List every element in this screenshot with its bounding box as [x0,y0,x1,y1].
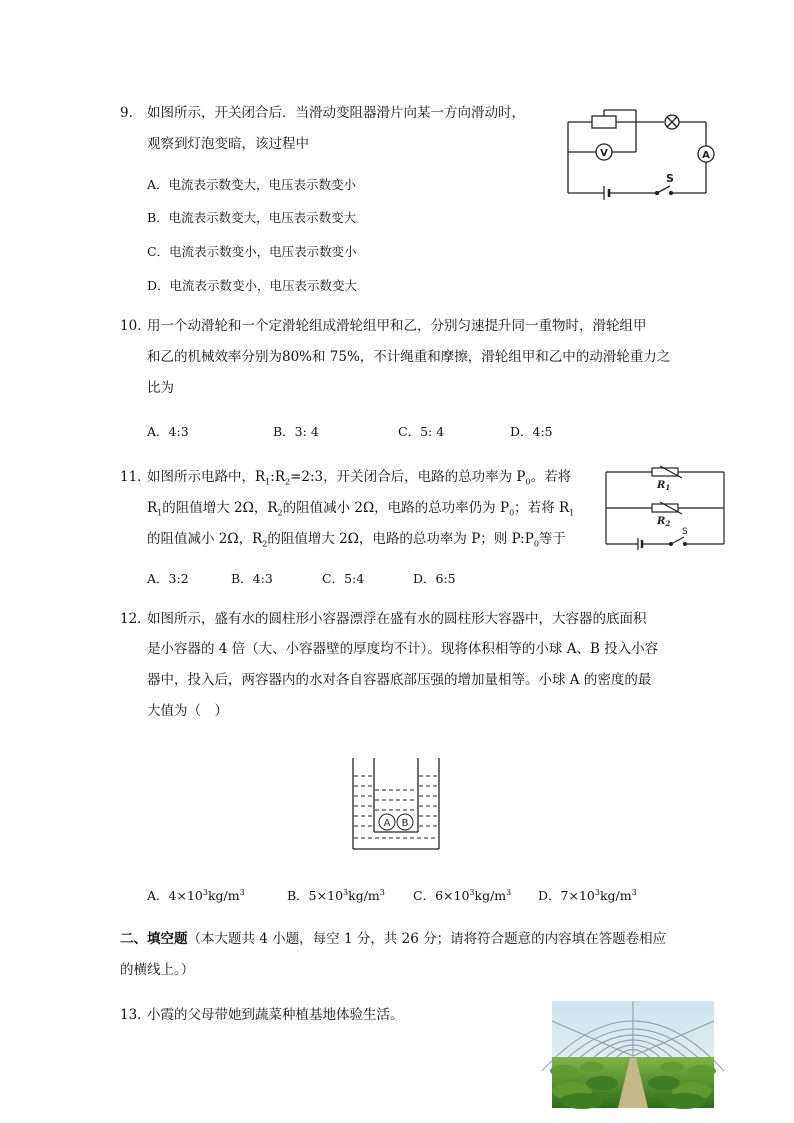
q12-option-a: A．$4\times 10^3kg/m^3$ [147,888,245,904]
q11-option-d: D．6:5 [413,571,456,586]
q9-circuit-diagram [560,108,720,198]
q9-switch-label: S [666,172,674,185]
q11-switch-label: S [682,527,688,537]
q9-text-line2: 观察到灯泡变暗，该过程中 [147,136,309,152]
q9-option-b: B．电流表示数变大，电压表示数变大 [147,210,357,225]
q10-text-line1: 用一个动滑轮和一个定滑轮组成滑轮组甲和乙，分别匀速提升同一重物时，滑轮组甲 [147,318,647,334]
q12-text-line4: 大值为（ ） [147,703,228,719]
q9-number: 9． [120,105,143,121]
q13-greenhouse-photo [552,1001,714,1108]
q10-option-b: B．3: 4 [273,424,319,439]
q11-r1-label: $R_1$ [657,480,671,492]
q11-option-b: B．4:3 [231,571,273,586]
q10-text-line2: 和乙的机械效率分别为80%和 75%，不计绳重和摩擦，滑轮组甲和乙中的动滑轮重力之 [147,349,671,365]
q12-ball-b-label: B [401,818,409,829]
q10-option-c: C．5: 4 [398,424,445,439]
q11-circuit-diagram [604,466,726,548]
q11-r2-label: $R_2$ [657,516,671,528]
q11-text-line2: $R_1$的阻值增大 2Ω，$R_2$的阻值减小 2Ω，电路的总功率仍为 $P_0$；若将 $R_1$ [147,500,575,518]
q9-option-c: C．电流表示数变小，电压表示数变小 [147,244,357,259]
q12-number: 12． [120,611,151,627]
q11-text-line1: 如图所示电路中，$R_1:R_2=2:3$，开关闭合后，电路的总功率为 $P_0$。若将 [147,469,572,487]
q12-text-line3: 器中，投入后，两容器内的水对各自容器底部压强的增加量相等。小球 A 的密度的最 [147,672,652,688]
q12-text-line1: 如图所示，盛有水的圆柱形小容器漂浮在盛有水的圆柱形大容器中，大容器的底面积 [147,611,647,627]
q13-text: 小霞的父母带她到蔬菜种植基地体验生活。 [147,1007,404,1023]
q9-option-d: D．电流表示数变小，电压表示数变大 [147,278,358,293]
q12-option-b: B．$5\times 10^3kg/m^3$ [287,888,385,904]
q12-ball-a-label: A [383,818,391,829]
q9-text-line1: 如图所示，开关闭合后．当滑动变阻器滑片向某一方向滑动时， [147,105,525,121]
q10-number: 10． [120,318,151,334]
q11-option-c: C．5:4 [322,571,365,586]
q12-container-diagram [350,756,442,852]
q11-option-a: A．3:2 [147,571,189,586]
q11-text-line3: 的阻值减小 2Ω，$R_2$的阻值增大 2Ω，电路的总功率为 P；则 $P:P_0$等于 [147,531,566,549]
q11-number: 11． [120,469,151,485]
q10-option-a: A．4:3 [147,424,189,439]
q13-number: 13． [120,1007,151,1023]
q12-option-d: D．$7\times 10^3kg/m^3$ [538,888,637,904]
section2-heading: 二、填空题（本大题共 4 小题，每空 1 分，共 26 分；请将符合题意的内容填在答题卷相应 [120,931,667,947]
q10-option-d: D．4:5 [510,424,553,439]
q10-text-line3: 比为 [147,380,174,396]
q9-option-a: A．电流表示数变大，电压表示数变小 [147,177,357,192]
q9-ammeter-label: A [702,150,710,161]
q12-option-c: C．$6\times 10^3kg/m^3$ [413,888,512,904]
q9-voltmeter-label: V [600,148,608,159]
section2-desc-line2: 的横线上。） [120,962,195,978]
q12-text-line2: 是小容器的 4 倍（大、小容器壁的厚度均不计）。现将体积相等的小球 A、B 投入小容 [147,641,659,657]
